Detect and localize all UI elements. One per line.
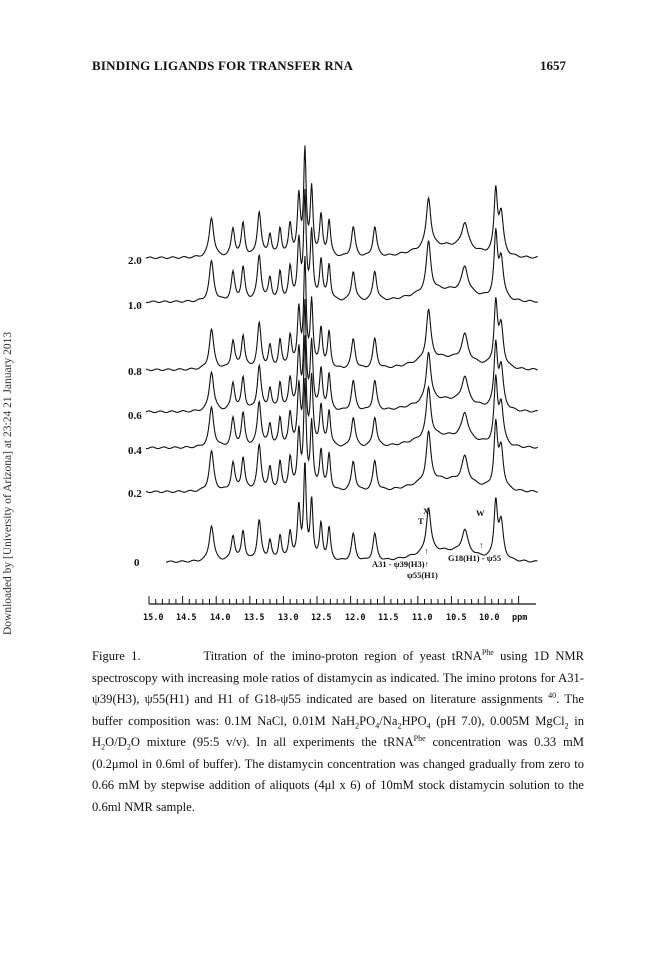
caption-sub: 4: [426, 721, 431, 731]
spectrum-trace: [146, 256, 538, 371]
tick-label-15-0: 15.0: [143, 613, 164, 623]
tick-label-10-0: 10.0: [479, 613, 500, 623]
caption-sub: 4: [375, 721, 380, 731]
caption-sub: 2: [101, 742, 106, 752]
tick-label-13-0: 13.0: [278, 613, 299, 623]
caption-sup-phe: Phe: [413, 733, 426, 743]
arrow-up-icon: ↑: [479, 540, 484, 550]
caption-text-2: using 1D NMR spectroscopy with increasing mole ratios of distamycin as indicated. The imino protons for A31-ψ39(H3), ψ55(H1) and H1 of G18-ψ55 indicated are based on literature assignments: [92, 649, 585, 706]
tick-label-14-5: 14.5: [176, 613, 197, 623]
spectrum-trace: [146, 378, 538, 493]
tick-label-14-0: 14.0: [210, 613, 231, 623]
caption-label: Figure 1.: [92, 649, 141, 663]
caption-text-1: Titration of the imino-proton region of yeast tRNA: [203, 649, 482, 663]
caption-text-4: PO: [359, 713, 376, 728]
ratio-label-0-2: 0.2: [128, 488, 142, 500]
assignment-a31-psi39: A31 - ψ39(H3)↑: [372, 559, 429, 569]
caption-text-9: O/D: [105, 735, 127, 749]
axis-unit: ppm: [512, 613, 528, 623]
caption-sub: 2: [397, 721, 402, 731]
assignment-g18-psi55: G18(H1) - ψ55: [448, 553, 502, 563]
caption-sub: 2: [355, 721, 360, 731]
caption-text-10: O mixture (95:5 v/v). In all experiments the tRNA: [130, 735, 414, 749]
tick-label-11-5: 11.5: [378, 613, 399, 623]
peak-label-t: T: [418, 516, 424, 526]
caption-text-5: /Na: [379, 713, 398, 728]
ppm-axis: [143, 596, 536, 623]
caption-text-3: . The buffer composition was: 0.1M NaCl, 0.01M NaH: [92, 692, 584, 728]
ratio-label-1-0: 1.0: [128, 300, 142, 312]
arrow-up-icon: ↑: [424, 546, 429, 556]
download-notice: Downloaded by [University of Arizona] at 23:24 21 January 2013: [2, 331, 14, 635]
caption-text-7: (pH 7.0), 0.005M MgCl: [436, 713, 565, 728]
peak-label-w: W: [476, 508, 485, 518]
spectrum-traces: [146, 145, 538, 562]
tick-label-11-0: 11.0: [412, 613, 433, 623]
caption-sup-ref: 40: [548, 690, 557, 700]
tick-label-12-0: 12.0: [345, 613, 366, 623]
spectrum-trace: [146, 145, 538, 258]
tick-label-12-5: 12.5: [311, 613, 332, 623]
page-number: 1657: [540, 58, 566, 73]
caption-sub: 2: [126, 742, 131, 752]
ratio-label-0-6: 0.6: [128, 410, 142, 422]
tick-label-13-5: 13.5: [244, 613, 265, 623]
assignment-psi55: ψ55(H1): [407, 570, 438, 580]
ratio-label-0-4: 0.4: [128, 445, 142, 457]
ratio-label-0: 0: [134, 557, 140, 569]
spectrum-trace: [146, 335, 538, 448]
figure-caption: [92, 646, 584, 818]
caption-text-8: in H: [92, 713, 584, 749]
ratio-label-2-0: 2.0: [128, 255, 142, 267]
peak-label-x: X: [423, 506, 430, 516]
tick-label-10-5: 10.5: [446, 613, 467, 623]
caption-text-6: HPO: [401, 713, 427, 728]
caption-sub: 2: [564, 721, 569, 731]
spectrum-trace: [146, 189, 538, 303]
caption-sup-phe: Phe: [481, 647, 494, 657]
running-title: BINDING LIGANDS FOR TRANSFER RNA: [92, 58, 354, 73]
caption-text-11: concentration was 0.33 mM (0.2μmol in 0.6ml of buffer). The distamycin concentration was changed gradually from zero to 0.66 mM by stepwise addition of aliquots (4μl x 6) of 10mM stock distamycin solution to the 0.6ml NMR sample.: [92, 735, 584, 814]
spectrum-trace: [146, 299, 538, 413]
ratio-label-0-8: 0.8: [128, 366, 142, 378]
